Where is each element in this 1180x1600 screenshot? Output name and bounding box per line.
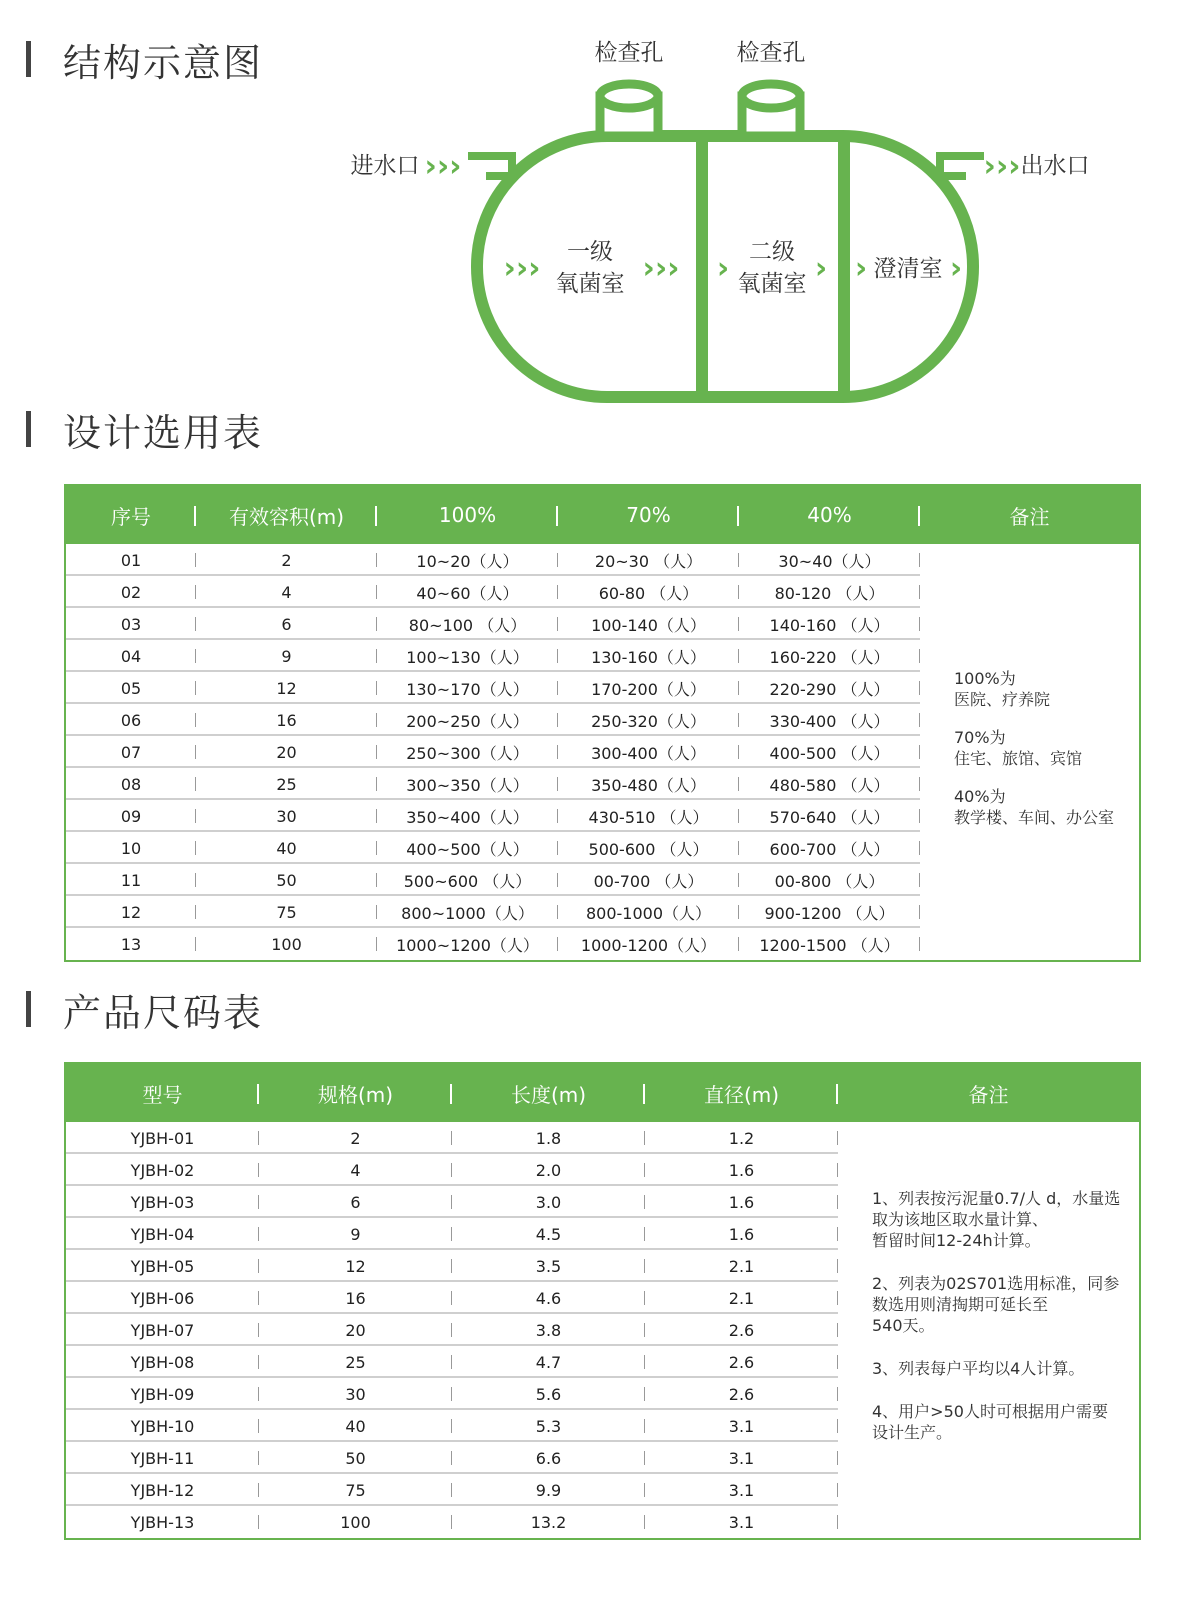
table-cell: 2.6: [645, 1314, 838, 1346]
table-cell: 9.9: [452, 1474, 645, 1506]
table-cell: 40~60（人）: [377, 576, 558, 608]
section-title-text: 设计选用表: [63, 410, 264, 455]
table-cell: 1.6: [645, 1218, 838, 1250]
flow-arrow-icon: ›››: [642, 251, 680, 286]
table-cell: 30: [259, 1378, 452, 1410]
table-cell: 5.6: [452, 1378, 645, 1410]
table-row: [66, 1250, 838, 1282]
table-cell: 09: [66, 800, 196, 832]
section-title-text: 结构示意图: [63, 40, 264, 85]
table-cell: YJBH-03: [66, 1186, 259, 1218]
col-header: 40%: [739, 486, 920, 544]
table-row: [66, 928, 920, 960]
table-cell: 01: [66, 544, 196, 576]
table-row: [66, 736, 920, 768]
table-cell: YJBH-07: [66, 1314, 259, 1346]
section-marker: [26, 991, 31, 1027]
selection-table: [64, 484, 1141, 962]
table-cell: YJBH-12: [66, 1474, 259, 1506]
table-cell: 07: [66, 736, 196, 768]
table-row: [66, 1506, 838, 1538]
remark-line: 70%为: [954, 728, 1006, 747]
remark-line: 1、列表按污泥量0.7/人 d，水量选: [872, 1189, 1121, 1208]
table-row: [66, 1314, 838, 1346]
table-cell: YJBH-04: [66, 1218, 259, 1250]
table-cell: 1.8: [452, 1122, 645, 1154]
table-cell: 11: [66, 864, 196, 896]
table-cell: 130-160（人）: [558, 640, 739, 672]
table-cell: 2.1: [645, 1282, 838, 1314]
remark-line: 住宅、旅馆、宾馆: [954, 749, 1083, 768]
table-cell: 140-160 （人）: [739, 608, 920, 640]
remark-line: 40%为: [954, 787, 1006, 806]
table-cell: YJBH-01: [66, 1122, 259, 1154]
table-cell: 20: [196, 736, 377, 768]
table-cell: 00-800 （人）: [739, 864, 920, 896]
table-cell: 1.6: [645, 1186, 838, 1218]
table-cell: 6: [196, 608, 377, 640]
partition-wall-2: [838, 140, 850, 394]
table-row: [66, 1346, 838, 1378]
col-header: 型号: [66, 1064, 259, 1122]
table-cell: 02: [66, 576, 196, 608]
remark-line: 540天。: [872, 1316, 935, 1335]
table-cell: 9: [196, 640, 377, 672]
table-row: [66, 1186, 838, 1218]
table-cell: 250~300（人）: [377, 736, 558, 768]
remark-line: 4、用户>50人时可根据用户需要: [872, 1402, 1108, 1421]
table-cell: 430-510 （人）: [558, 800, 739, 832]
table-cell: 5.3: [452, 1410, 645, 1442]
table-cell: 60-80 （人）: [558, 576, 739, 608]
table-cell: 80-120 （人）: [739, 576, 920, 608]
table-cell: 1000~1200（人）: [377, 928, 558, 960]
table-row: [66, 640, 920, 672]
table-cell: 130~170（人）: [377, 672, 558, 704]
table-cell: 4: [196, 576, 377, 608]
remark-line: 暂留时间12-24h计算。: [872, 1231, 1041, 1250]
remark-line: 医院、疗养院: [954, 690, 1051, 709]
table-cell: YJBH-10: [66, 1410, 259, 1442]
table-cell: 480-580 （人）: [739, 768, 920, 800]
inlet-pipe: [468, 156, 512, 176]
table-cell: 10~20（人）: [377, 544, 558, 576]
table-cell: 40: [259, 1410, 452, 1442]
inspection-label-1: 检查孔: [594, 40, 664, 66]
table-row: [66, 1218, 838, 1250]
table-cell: 2: [196, 544, 377, 576]
col-header: 70%: [558, 486, 739, 544]
outlet-pipe: [940, 156, 984, 176]
table-cell: 00-700 （人）: [558, 864, 739, 896]
section-size-title: [26, 986, 264, 1035]
table-cell: 12: [196, 672, 377, 704]
chamber2-label-line2: 氧菌室: [737, 271, 807, 297]
table-cell: 2.6: [645, 1346, 838, 1378]
table-cell: 25: [196, 768, 377, 800]
table-cell: 2.6: [645, 1378, 838, 1410]
chamber1-label-line2: 氧菌室: [555, 271, 625, 297]
table-cell: 30~40（人）: [739, 544, 920, 576]
table-row: [66, 608, 920, 640]
table-cell: 100~130（人）: [377, 640, 558, 672]
table-cell: 3.1: [645, 1410, 838, 1442]
table-cell: YJBH-05: [66, 1250, 259, 1282]
table-cell: YJBH-08: [66, 1346, 259, 1378]
table-cell: 80~100 （人）: [377, 608, 558, 640]
table-cell: 1.6: [645, 1154, 838, 1186]
size-table: [64, 1062, 1141, 1540]
section-selection-title: [26, 406, 264, 455]
table-cell: 12: [259, 1250, 452, 1282]
table-row: [66, 1410, 838, 1442]
table-cell: 25: [259, 1346, 452, 1378]
outlet-arrow-icon: ›››: [983, 149, 1021, 184]
table-row: [66, 704, 920, 736]
table-cell: 4: [259, 1154, 452, 1186]
col-header: 备注: [1009, 504, 1050, 529]
table-row: [66, 672, 920, 704]
table-row: [66, 896, 920, 928]
table-cell: 100-140（人）: [558, 608, 739, 640]
table-cell: 40: [196, 832, 377, 864]
table-cell: 12: [66, 896, 196, 928]
table-rows: [66, 544, 920, 960]
table-cell: YJBH-11: [66, 1442, 259, 1474]
section-marker: [26, 411, 31, 447]
table-cell: 75: [196, 896, 377, 928]
col-header: 有效容积(m): [196, 486, 377, 544]
table-cell: 16: [196, 704, 377, 736]
table-cell: 330-400 （人）: [739, 704, 920, 736]
table-cell: 400~500（人）: [377, 832, 558, 864]
col-header: 序号: [66, 486, 196, 544]
col-header: 100%: [377, 486, 558, 544]
table-cell: 05: [66, 672, 196, 704]
table-cell: 500~600 （人）: [377, 864, 558, 896]
table-cell: YJBH-13: [66, 1506, 259, 1538]
table-cell: 75: [259, 1474, 452, 1506]
table-row: [66, 800, 920, 832]
table-cell: 570-640 （人）: [739, 800, 920, 832]
remark-line: 教学楼、车间、办公室: [954, 808, 1115, 827]
col-header: 直径(m): [645, 1064, 838, 1122]
table-cell: 3.1: [645, 1474, 838, 1506]
table-row: [66, 864, 920, 896]
table-row: [66, 1474, 838, 1506]
table-cell: 16: [259, 1282, 452, 1314]
table-cell: 20: [259, 1314, 452, 1346]
remark-line: 取为该地区取水量计算、: [872, 1210, 1049, 1229]
flow-arrow-icon: ›: [854, 251, 868, 286]
table-cell: 2: [259, 1122, 452, 1154]
table-cell: 4.6: [452, 1282, 645, 1314]
table-cell: 1200-1500 （人）: [739, 928, 920, 960]
chamber2-label-line1: 二级: [749, 239, 795, 265]
table-cell: 3.1: [645, 1506, 838, 1538]
table-cell: 3.1: [645, 1442, 838, 1474]
table-cell: 04: [66, 640, 196, 672]
septic-tank-diagram: [0, 0, 1180, 410]
table-cell: YJBH-06: [66, 1282, 259, 1314]
table-row: [66, 1154, 838, 1186]
outlet-label: 出水口: [1020, 153, 1090, 179]
remark-line: 数选用则清掏期可延长至: [872, 1295, 1049, 1314]
table-cell: 2.1: [645, 1250, 838, 1282]
col-header: 规格(m): [259, 1064, 452, 1122]
table-cell: 170-200（人）: [558, 672, 739, 704]
inspection-port-2: [742, 84, 800, 136]
table-cell: 100: [196, 928, 377, 960]
table-cell: 3.0: [452, 1186, 645, 1218]
chamber1-label-line1: 一级: [567, 239, 613, 265]
table-cell: 200~250（人）: [377, 704, 558, 736]
table-row: [66, 1122, 838, 1154]
table-cell: 250-320（人）: [558, 704, 739, 736]
table-cell: 300~350（人）: [377, 768, 558, 800]
table-cell: 6: [259, 1186, 452, 1218]
table-cell: 800~1000（人）: [377, 896, 558, 928]
inlet-arrow-icon: ›››: [424, 149, 462, 184]
chamber3-label: 澄清室: [873, 256, 943, 282]
table-cell: 350-480（人）: [558, 768, 739, 800]
table-cell: 350~400（人）: [377, 800, 558, 832]
remark-cell: [920, 544, 1139, 960]
table-cell: 50: [196, 864, 377, 896]
table-cell: 3.8: [452, 1314, 645, 1346]
flow-arrow-icon: ›››: [503, 251, 541, 286]
table-header: [66, 486, 1139, 544]
table-cell: 30: [196, 800, 377, 832]
table-cell: 400-500 （人）: [739, 736, 920, 768]
col-header: 备注: [968, 1082, 1009, 1107]
section-title-text: 产品尺码表: [63, 990, 264, 1035]
table-cell: 9: [259, 1218, 452, 1250]
remark-cell: [838, 1122, 1139, 1538]
table-cell: 13.2: [452, 1506, 645, 1538]
table-cell: 4.7: [452, 1346, 645, 1378]
table-cell: 1.2: [645, 1122, 838, 1154]
table-row: [66, 1378, 838, 1410]
table-cell: YJBH-02: [66, 1154, 259, 1186]
table-cell: 10: [66, 832, 196, 864]
col-header: 长度(m): [452, 1064, 645, 1122]
table-cell: 6.6: [452, 1442, 645, 1474]
remark-line: 设计生产。: [872, 1423, 953, 1442]
flow-arrow-icon: ›: [814, 251, 828, 286]
flow-arrow-icon: ›: [716, 251, 730, 286]
table-header: [66, 1064, 1139, 1122]
table-cell: 03: [66, 608, 196, 640]
partition-wall-1: [696, 140, 708, 394]
remark-line: 100%为: [954, 669, 1016, 688]
table-cell: 500-600 （人）: [558, 832, 739, 864]
table-cell: 600-700 （人）: [739, 832, 920, 864]
table-cell: 13: [66, 928, 196, 960]
table-cell: 100: [259, 1506, 452, 1538]
table-cell: 08: [66, 768, 196, 800]
table-cell: 900-1200 （人）: [739, 896, 920, 928]
table-row: [66, 544, 920, 576]
table-cell: 300-400（人）: [558, 736, 739, 768]
table-cell: 20~30 （人）: [558, 544, 739, 576]
table-cell: 800-1000（人）: [558, 896, 739, 928]
table-cell: 220-290 （人）: [739, 672, 920, 704]
table-cell: 50: [259, 1442, 452, 1474]
flow-arrow-icon: ›: [949, 251, 963, 286]
inlet-label: 进水口: [350, 153, 420, 179]
table-cell: YJBH-09: [66, 1378, 259, 1410]
table-cell: 2.0: [452, 1154, 645, 1186]
remark-line: 2、列表为02S701选用标准，同参: [872, 1274, 1120, 1293]
table-cell: 160-220 （人）: [739, 640, 920, 672]
table-cell: 4.5: [452, 1218, 645, 1250]
table-row: [66, 576, 920, 608]
remark-line: 3、列表每户平均以4人计算。: [872, 1359, 1085, 1378]
table-rows: [66, 1122, 838, 1538]
table-cell: 1000-1200（人）: [558, 928, 739, 960]
table-row: [66, 768, 920, 800]
inspection-port-1: [600, 84, 658, 136]
inspection-label-2: 检查孔: [736, 40, 806, 66]
table-cell: 06: [66, 704, 196, 736]
table-row: [66, 1442, 838, 1474]
table-row: [66, 1282, 838, 1314]
table-cell: 3.5: [452, 1250, 645, 1282]
table-row: [66, 832, 920, 864]
